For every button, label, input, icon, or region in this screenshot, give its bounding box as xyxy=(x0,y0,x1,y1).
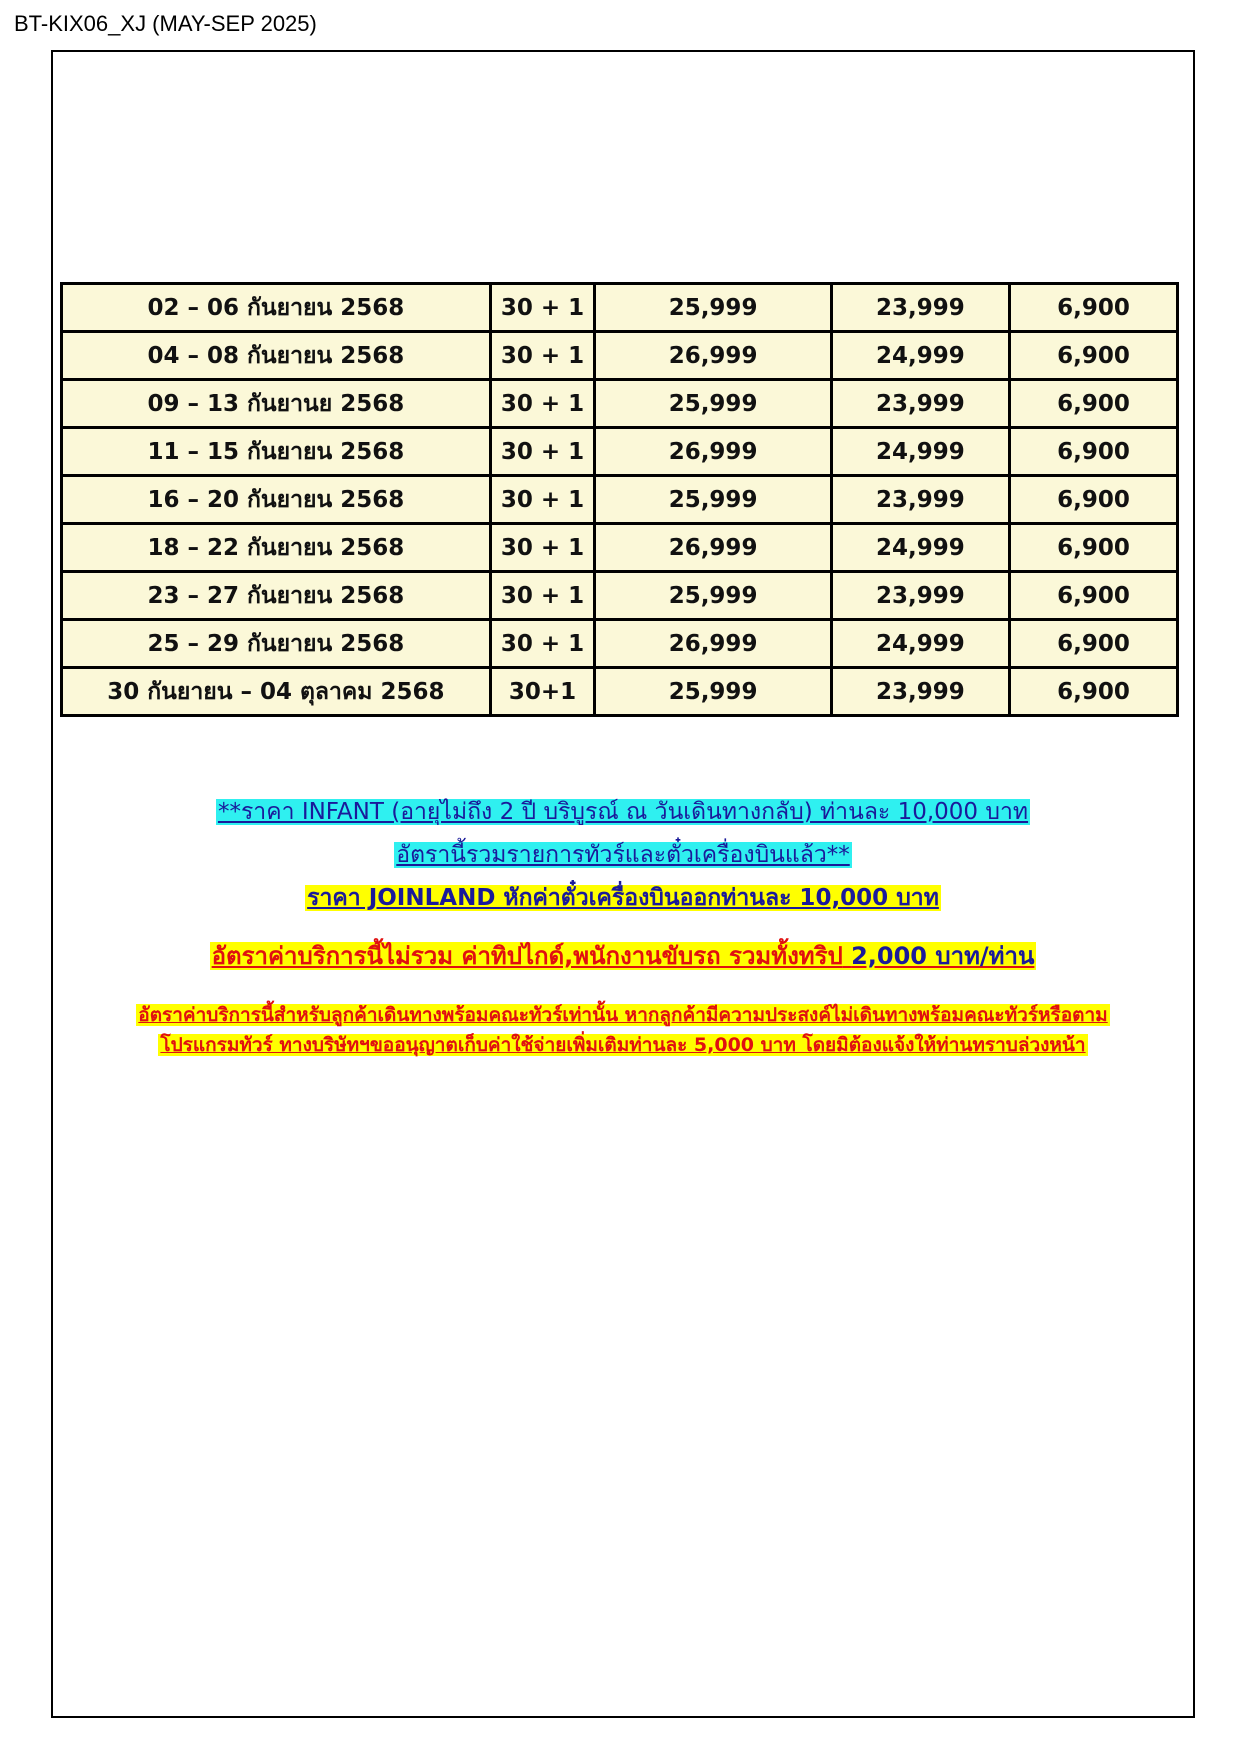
tip-note xyxy=(51,938,1195,974)
child-price-cell: 24,999 xyxy=(831,620,1009,668)
table-row xyxy=(62,524,1178,572)
extra-charge-text-2: โปรแกรมทัวร์ ทางบริษัทฯขออนุญาตเก็บค่าใช้จ่ายเพิ่มเติมท่านละ 5,000 บาท โดยมิต้องแจ้งให้ท่านทราบล่วงหน้า xyxy=(160,1034,1086,1056)
table-row xyxy=(62,476,1178,524)
seats-cell: 30 + 1 xyxy=(490,572,595,620)
included-note xyxy=(51,838,1195,872)
date-cell: 30 กันยายน – 04 ตุลาคม 2568 xyxy=(62,668,491,716)
table-row xyxy=(62,428,1178,476)
child-price-cell: 24,999 xyxy=(831,524,1009,572)
child-price-cell: 23,999 xyxy=(831,284,1009,332)
adult-price-cell: 26,999 xyxy=(595,524,831,572)
child-price-cell: 23,999 xyxy=(831,380,1009,428)
child-price-cell: 24,999 xyxy=(831,332,1009,380)
adult-price-cell: 26,999 xyxy=(595,428,831,476)
child-price-cell: 23,999 xyxy=(831,476,1009,524)
table-row xyxy=(62,380,1178,428)
seats-cell: 30 + 1 xyxy=(490,620,595,668)
single-supplement-cell: 6,900 xyxy=(1009,620,1177,668)
joinland-note xyxy=(51,881,1195,915)
joinland-text: ราคา JOINLAND หักค่าตั๋วเครื่องบินออกท่านละ 10,000 บาท xyxy=(307,885,939,911)
seats-cell: 30 + 1 xyxy=(490,332,595,380)
single-supplement-cell: 6,900 xyxy=(1009,476,1177,524)
table-row xyxy=(62,284,1178,332)
date-cell: 16 – 20 กันยายน 2568 xyxy=(62,476,491,524)
tip-text xyxy=(210,942,1037,970)
adult-price-cell: 25,999 xyxy=(595,668,831,716)
single-supplement-cell: 6,900 xyxy=(1009,380,1177,428)
child-price-cell: 23,999 xyxy=(831,668,1009,716)
date-cell: 02 – 06 กันยายน 2568 xyxy=(62,284,491,332)
adult-price-cell: 26,999 xyxy=(595,620,831,668)
child-price-cell: 24,999 xyxy=(831,428,1009,476)
extra-charge-text-1: อัตราค่าบริการนี้สำหรับลูกค้าเดินทางพร้อมคณะทัวร์เท่านั้น หากลูกค้ามีความประสงค์ไม่เดินทางพร้อมคณะทัวร์หรือตาม xyxy=(138,1004,1108,1026)
tip-amount: 2,000 บาท/ท่าน xyxy=(851,942,1035,970)
single-supplement-cell: 6,900 xyxy=(1009,332,1177,380)
seats-cell: 30 + 1 xyxy=(490,380,595,428)
adult-price-cell: 26,999 xyxy=(595,332,831,380)
infant-price-note xyxy=(51,795,1195,829)
single-supplement-cell: 6,900 xyxy=(1009,668,1177,716)
extra-charge-note-line1 xyxy=(51,1001,1195,1029)
document-code: BT-KIX06_XJ (MAY-SEP 2025) xyxy=(14,11,317,36)
date-cell: 11 – 15 กันยายน 2568 xyxy=(62,428,491,476)
single-supplement-cell: 6,900 xyxy=(1009,284,1177,332)
single-supplement-cell: 6,900 xyxy=(1009,428,1177,476)
price-table xyxy=(60,282,1179,717)
tip-prefix: อัตราค่าบริการนี้ไม่รวม ค่าทิปไกด์,พนักงานขับรถ รวมทั้งทริป xyxy=(211,942,843,970)
infant-price-text: **ราคา INFANT (อายุไม่ถึง 2 ปี บริบูรณ์ ณ วันเดินทางกลับ) ท่านละ 10,000 บาท xyxy=(217,799,1029,825)
single-supplement-cell: 6,900 xyxy=(1009,572,1177,620)
seats-cell: 30+1 xyxy=(490,668,595,716)
adult-price-cell: 25,999 xyxy=(595,572,831,620)
child-price-cell: 23,999 xyxy=(831,572,1009,620)
seats-cell: 30 + 1 xyxy=(490,284,595,332)
adult-price-cell: 25,999 xyxy=(595,284,831,332)
extra-charge-note-line2 xyxy=(51,1031,1195,1059)
table-row xyxy=(62,668,1178,716)
single-supplement-cell: 6,900 xyxy=(1009,524,1177,572)
date-cell: 23 – 27 กันยายน 2568 xyxy=(62,572,491,620)
included-text: อัตรานี้รวมรายการทัวร์และตั๋วเครื่องบินแล้ว** xyxy=(396,842,850,868)
table-row xyxy=(62,572,1178,620)
seats-cell: 30 + 1 xyxy=(490,524,595,572)
adult-price-cell: 25,999 xyxy=(595,476,831,524)
seats-cell: 30 + 1 xyxy=(490,428,595,476)
table-row xyxy=(62,332,1178,380)
date-cell: 18 – 22 กันยายน 2568 xyxy=(62,524,491,572)
date-cell: 25 – 29 กันยายน 2568 xyxy=(62,620,491,668)
seats-cell: 30 + 1 xyxy=(490,476,595,524)
date-cell: 04 – 08 กันยายน 2568 xyxy=(62,332,491,380)
table-row xyxy=(62,620,1178,668)
adult-price-cell: 25,999 xyxy=(595,380,831,428)
price-table-body xyxy=(62,284,1178,716)
date-cell: 09 – 13 กันยานย 2568 xyxy=(62,380,491,428)
